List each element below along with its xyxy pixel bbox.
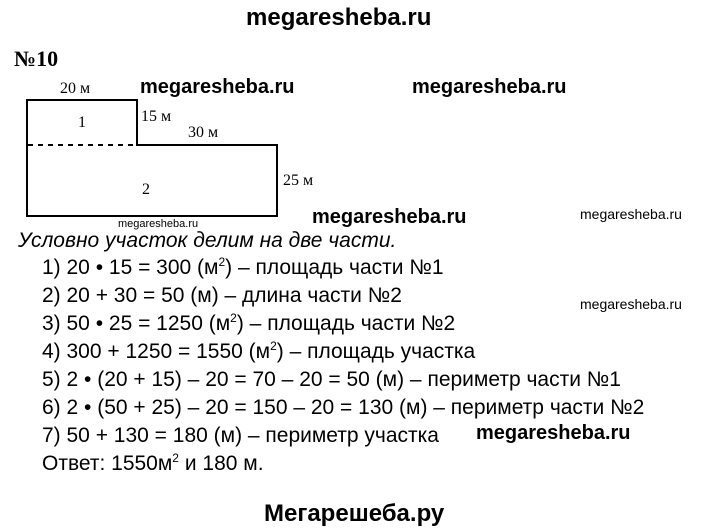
dim-step-height: 15 м [141,108,172,125]
watermark: megaresheba.ru [580,206,682,222]
watermark: megaresheba.ru [118,218,199,230]
watermark: megaresheba.ru [412,76,567,98]
answer-line: Ответ: $1550м^2$ и 180 м. [42,451,264,475]
problem-number: №10 [14,46,59,71]
header-watermark: megaresheba.ru [246,4,432,31]
solution-step: 3) 50 • 25 = 1250 $(м^2)$ – площадь части №2 [42,311,456,335]
watermark: megaresheba.ru [312,206,467,228]
solution-step: 6) 2 • (50 + 25) – 20 = 150 – 20 = 130 (м) – периметр части №2 [42,396,645,419]
part-label-2: 2 [142,181,150,198]
watermark: megaresheba.ru [476,422,631,444]
watermark: megaresheba.ru [580,296,682,312]
watermark: megaresheba.ru [140,76,295,98]
solution-intro: Условно участок делим на две части. [18,229,397,252]
solution-step: 1) 20 • 15 = 300 $(м^2)$ – площадь части №1 [42,255,444,279]
solution-step: 4) 300 + 1250 = 1550 $(м^2)$ – площадь участка [42,339,476,363]
solution-step: 5) 2 • (20 + 15) – 20 = 70 – 20 = 50 (м) – периметр части №1 [42,368,621,391]
dim-top-width: 20 м [60,80,91,97]
footer-watermark: Мегарешеба.ру [264,500,445,527]
dim-step-width: 30 м [188,124,219,141]
solution-step: 2) 20 + 30 = 50 (м) – длина части №2 [42,284,402,307]
dim-right-side: 25 м [283,172,314,189]
solution-step: 7) 50 + 130 = 180 (м) – периметр участка [42,424,439,447]
part-label-1: 1 [78,114,86,131]
